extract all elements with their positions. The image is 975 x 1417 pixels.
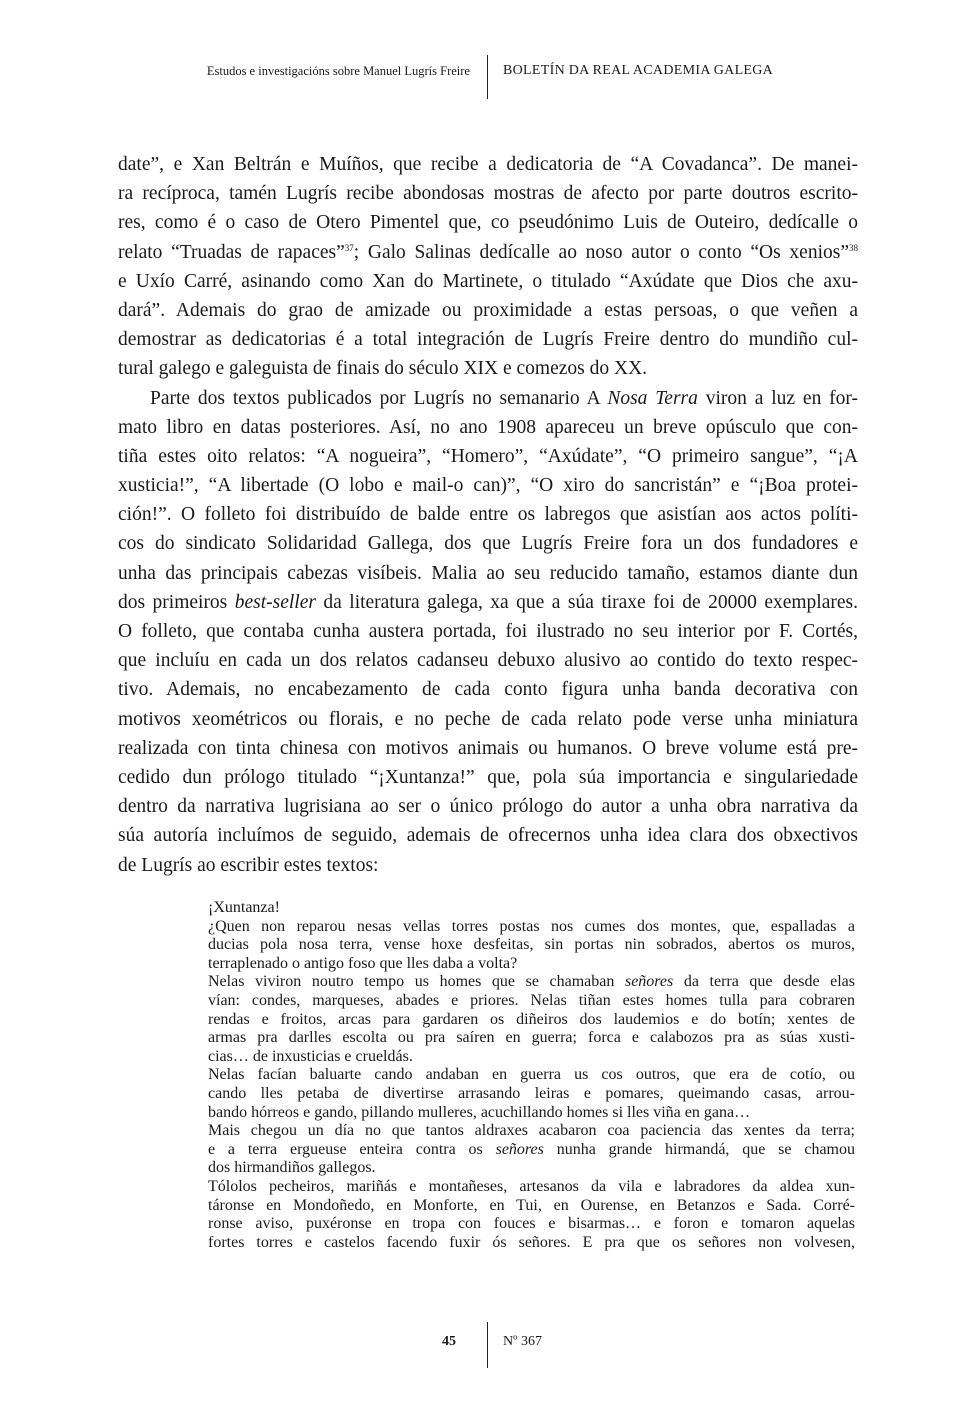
paragraph [208, 1066, 855, 1122]
block-quote [208, 899, 855, 1252]
body-text [118, 150, 858, 880]
text-segment: cando lles petaba de divertirse arrasando leiras e pomares, queimando casas, arrou- [208, 1084, 855, 1102]
text-line [208, 973, 855, 992]
text-segment: res, como é o caso de Otero Pimentel que, co pseudónimo Luis de Outeiro, dedícalle o [118, 212, 858, 234]
text-segment: demostrar as dedicatorias é a total integración de Lugrís Freire dentro do mundiño cul- [118, 329, 858, 351]
text-segment: Mais chegou un día no que tantos aldraxes acabaron coa paciencia das xentes da terra; [208, 1122, 855, 1140]
text-line [118, 384, 858, 413]
text-segment: relato “Truadas de rapaces” [118, 241, 345, 263]
text-line [208, 1215, 855, 1234]
text-line [208, 1159, 855, 1178]
text-line [118, 267, 858, 296]
text-line [118, 851, 858, 880]
text-segment: nunha grande hirmandá, que se chamou [543, 1140, 855, 1158]
italic-text: Nosa Terra [607, 387, 698, 409]
text-segment: súa autoría incluímos de seguido, ademais de ofrecernos unha idea clara dos obxectivos [118, 825, 858, 847]
text-segment: ¡Xuntanza! [208, 899, 280, 916]
text-segment: ra recíproca, tamén Lugrís recibe abondosas mostras de afecto por parte doutros escrito- [118, 183, 858, 205]
header-section-title: Estudos e investigacións sobre Manuel Lugrís Freire [206, 64, 470, 78]
text-segment: dentro da narrativa lugrisiana ao ser o único prólogo do autor a unha obra narrativa da [118, 796, 858, 818]
text-line [118, 617, 858, 646]
text-line [118, 559, 858, 588]
text-line [208, 1122, 855, 1141]
text-segment: Nelas facían baluarte cando andaban en guerra us cos outros, que era de cotío, ou [208, 1066, 855, 1084]
text-line [118, 529, 858, 558]
text-line [118, 413, 858, 442]
text-line [208, 1085, 855, 1104]
text-segment: ducias pola nosa terra, vense hoxe desfeitas, sin portas nin sobrados, abertos os muros, [208, 936, 855, 954]
text-segment: ; Galo Salinas dedícalle ao noso autor o conto “Os xenios” [353, 241, 849, 263]
text-segment: dos hirmandiños gallegos. [208, 1159, 376, 1177]
text-line [118, 588, 858, 617]
text-line [208, 992, 855, 1011]
text-line [118, 705, 858, 734]
text-line [118, 734, 858, 763]
text-segment: de Lugrís ao escribir estes textos: [118, 854, 379, 876]
text-line [118, 150, 858, 179]
text-line [118, 675, 858, 704]
text-segment: motivos xeométricos ou florais, e no peche de cada relato pode verse unha miniatura [118, 708, 858, 730]
text-segment: date”, e Xan Beltrán e Muíños, que recibe a dedicatoria de “A Covadanca”. De manei- [118, 154, 858, 175]
text-segment: armas pra darlles escolta ou pra saíren en guerra; forca e calabozos pra as súas xusti- [208, 1029, 855, 1047]
text-segment: Parte dos textos publicados por Lugrís no semanario A [150, 387, 608, 409]
text-line [208, 1029, 855, 1048]
text-segment: e a terra ergueuse enteira contra os [208, 1140, 496, 1158]
text-segment: realizada con tinta chinesa con motivos animais ou humanos. O breve volume está pre- [118, 737, 858, 759]
text-segment: vían: condes, marqueses, abades e priores. Nelas tiñan estes homes tulla para cobraren [208, 991, 855, 1009]
paragraph [208, 973, 855, 1066]
text-line [208, 1011, 855, 1030]
text-segment: tivo. Ademais, no encabezamento de cada conto figura unha banda decorativa con [118, 679, 858, 701]
paragraph [208, 918, 855, 974]
text-segment: que incluíu en cada un dos relatos cadanseu debuxo alusivo ao contido do texto respec- [118, 650, 858, 672]
text-line [118, 821, 858, 850]
text-segment: unha das principais cabezas visíbeis. Malia ao seu reducido tamaño, estamos diante dun [118, 562, 858, 584]
text-segment: ¿Quen non reparou nesas vellas torres postas nos cumes dos montes, que, espalladas a [208, 917, 855, 935]
text-segment: O folleto, que contaba cunha austera portada, foi ilustrado no seu interior por F. Cortés, [118, 621, 858, 642]
text-segment: táronse en Mondoñedo, en Monforte, en Tui, en Ourense, en Betanzos e Sada. Corré- [208, 1196, 855, 1214]
text-line [208, 918, 855, 937]
text-line [208, 1104, 855, 1123]
paragraph [208, 1122, 855, 1178]
text-segment: terraplenado o antigo foso que lles daba a volta? [208, 954, 518, 972]
text-segment: viron a luz en for- [697, 387, 859, 409]
text-segment: da literatura galega, xa que a súa tiraxe foi de 20000 exemplares. [315, 591, 858, 613]
text-segment: dos primeiros [118, 591, 235, 613]
text-segment: tural galego e galeguista de finais do século XIX e comezos do XX. [118, 358, 648, 380]
italic-text: señores [624, 973, 674, 991]
text-segment: xusticia!”, “A libertade (O lobo e mail-o can)”, “O xiro do sancristán” e “¡Boa protei- [118, 475, 858, 497]
italic-text: señores [495, 1140, 544, 1158]
text-segment: mato libro en datas posteriores. Así, no ano 1908 apareceu un breve opúsculo que con- [118, 416, 858, 438]
text-segment: e Uxío Carré, asinando como Xan do Martinete, o titulado “Axúdate que Dios che axu- [118, 270, 858, 292]
text-line [208, 1066, 855, 1085]
text-line [118, 442, 858, 471]
text-line [208, 1141, 855, 1160]
text-line [208, 1048, 855, 1067]
text-line [118, 354, 858, 383]
page-number: 45 [442, 1334, 456, 1349]
text-segment: bando hórreos e gando, pillando mulleres, acuchillando homes si lles viña en gana… [208, 1103, 751, 1121]
text-line [118, 179, 858, 208]
text-line [118, 238, 858, 267]
text-segment: Tólolos pecheiros, mariñás e montañeses, artesanos da vila e labradores da aldea xun- [208, 1177, 855, 1195]
text-segment: Nelas viviron noutro tempo us homes que se chamaban [208, 973, 625, 991]
text-line [208, 955, 855, 974]
text-segment: ronse aviso, puxéronse en tropa con fouces e bisarmas… e foron e tomaron aquelas [208, 1215, 855, 1233]
header-journal-title: BOLETÍN DA REAL ACADEMIA GALEGA [503, 63, 774, 78]
footnote-ref[interactable]: 38 [849, 242, 858, 253]
italic-text: best-seller [234, 591, 316, 613]
text-segment: cedido dun prólogo titulado “¡Xuntanza!” que, pola súa importancia e singulariedade [118, 766, 858, 788]
header-divider [487, 55, 488, 99]
paragraph [118, 150, 858, 384]
text-segment: dará”. Ademais do grao de amizade ou proximidade a estas persoas, o que veñen a [118, 299, 858, 321]
text-line [208, 899, 855, 918]
paragraph [208, 899, 855, 918]
text-segment: tiña estes oito relatos: “A nogueira”, “Homero”, “Axúdate”, “O primeiro sangue”, “¡A [118, 445, 858, 467]
text-line [118, 471, 858, 500]
text-segment: ción!”. O folleto foi distribuído de balde entre os labregos que asistían aos actos políti- [118, 504, 858, 526]
text-line [118, 208, 858, 237]
text-line [118, 763, 858, 792]
paragraph [118, 384, 858, 880]
text-line [118, 500, 858, 529]
text-line [208, 936, 855, 955]
text-segment: da terra que desde elas [673, 973, 856, 991]
text-line [118, 296, 858, 325]
text-segment: cias… de inxusticias e crueldás. [208, 1047, 413, 1065]
text-segment: cos do sindicato Solidaridad Gallega, dos que Lugrís Freire fora un dos fundadores e [118, 533, 858, 555]
text-line [118, 646, 858, 675]
text-line [118, 325, 858, 354]
text-line [208, 1197, 855, 1216]
text-segment: fortes torres e castelos facendo fuxir ós señores. E pra que os señores non volvesen, [208, 1233, 855, 1251]
issue-number: Nº 367 [503, 1334, 542, 1349]
text-segment: rendas e froitos, arcas para gardaren os diñeiros dos laudemios e do botín; xentes de [208, 1010, 855, 1028]
text-line [208, 1178, 855, 1197]
footnote-ref[interactable]: 37 [344, 242, 354, 253]
footer-divider [487, 1322, 488, 1368]
text-line [208, 1234, 855, 1253]
text-line [118, 792, 858, 821]
paragraph [208, 1178, 855, 1252]
